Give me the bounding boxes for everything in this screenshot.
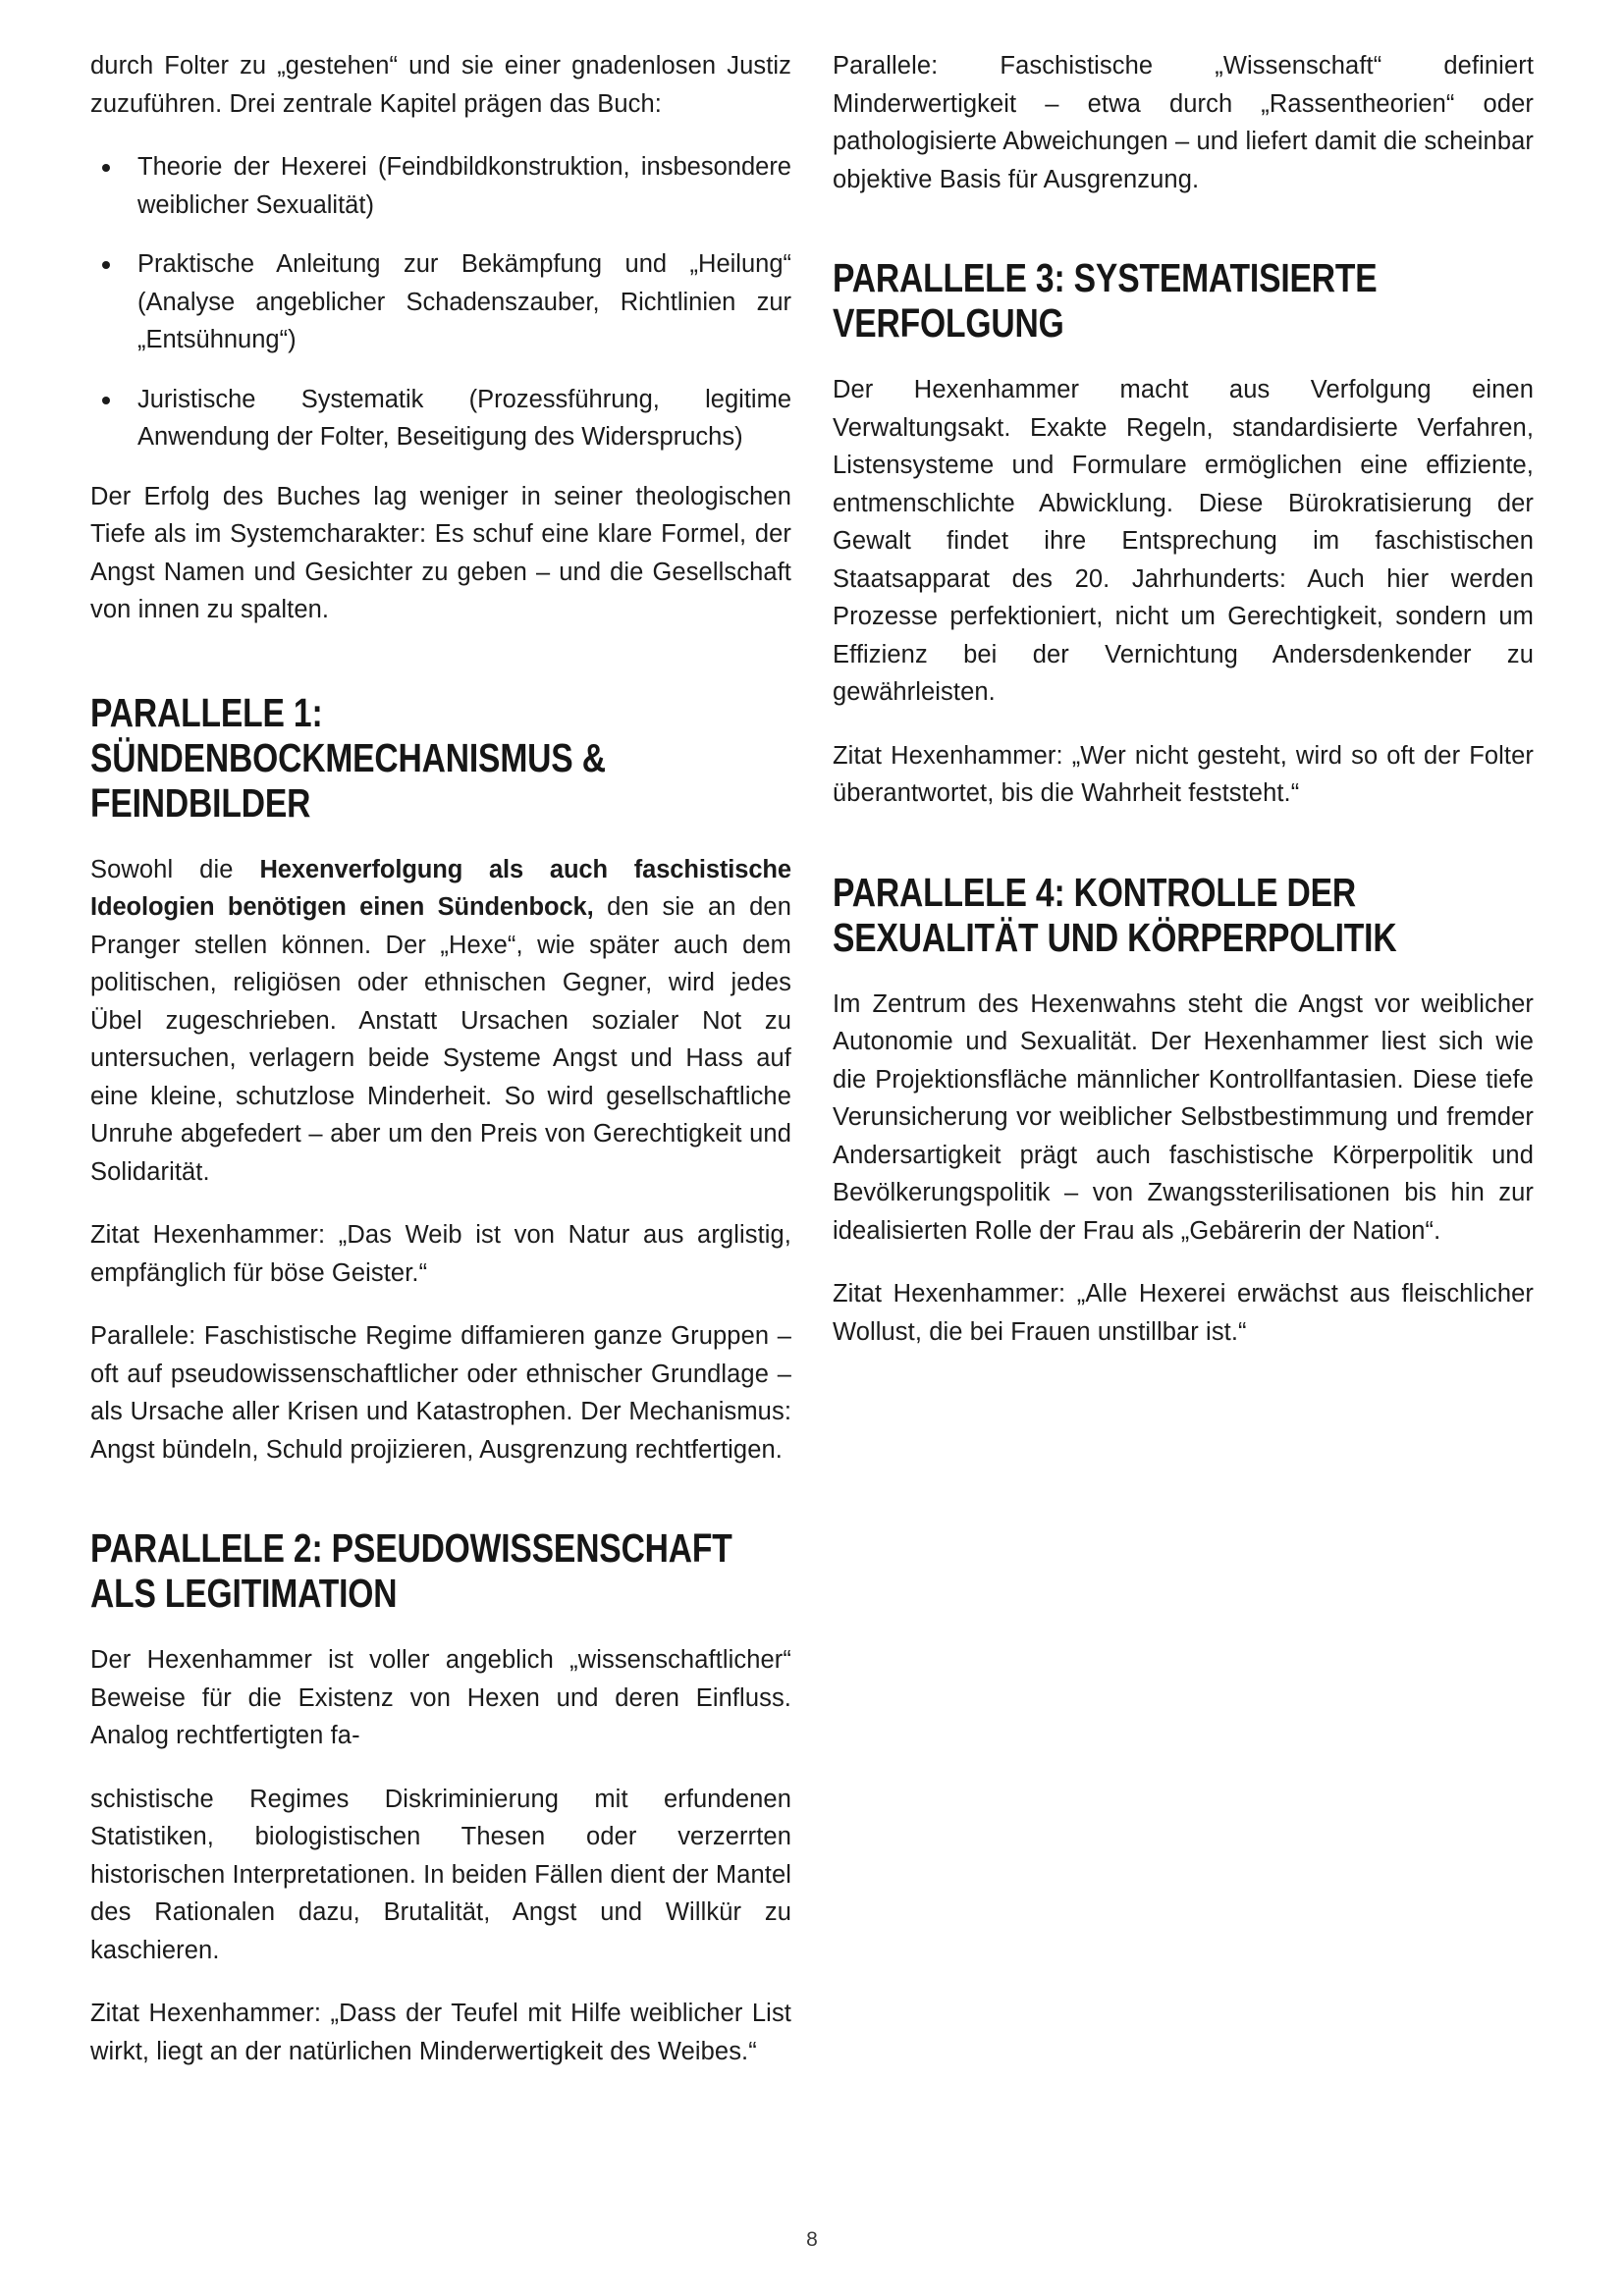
paragraph-erfolg-des-buches: Der Erfolg des Buches lag weniger in seiner theologischen Tiefe als im Systemcharakter: Es schuf eine klare Formel, der Angst Namen und Gesichter zu geben – und die Gesellschaft von innen zu spalten. (90, 482, 791, 623)
bullet-dot-icon (102, 397, 110, 404)
paragraph-parallele-explanation-2: Parallele: Faschistische „Wissenschaft“ definiert Minderwertigkeit – etwa durch „Rassentheorien“ oder pathologisierte Abweichungen – und liefert damit die scheinbar objektive Basis für Ausgrenzung. (833, 52, 1534, 193)
heading-parallele-4: PARALLELE 4: KONTROLLE DER SEXUALITÄT UND KÖRPERPOLITIK (833, 869, 1397, 960)
heading-parallele-1: PARALLELE 1: SÜNDENBOCKMECHANISMUS & FEINDBILDER (90, 689, 606, 826)
paragraph-systematisierte-verfolgung: Der Hexenhammer macht aus Verfolgung einen Verwaltungsakt. Exakte Regeln, standardisierte Verfahren, Listensysteme und Formulare ermöglichen eine effiziente, entmenschlichte Abwicklung. Diese Bürokratisierung der Gewalt findet ihre Entsprechung im faschistischen Staatsapparat des 20. Jahrhunderts: Auch hier werden Prozesse perfektioniert, nicht um Gerechtigkeit, sondern um Effizienz bei der Vernichtung Andersdenkender zu gewährleisten. (833, 376, 1534, 706)
lead-plain-rest: den sie an den Pranger stellen können. Der „Hexe“, wie später auch dem politischen, religiösen oder ethnischen Gegner, wird jedes Übel zugeschrieben. Anstatt Ursachen sozialer Not zu untersuchen, verlagern beide Systeme Angst und Hass auf eine kleine, schutzlose Minderheit. So wird gesellschaftliche Unruhe abgefedert – aber um den Preis von Gerechtigkeit und Solidarität. (90, 893, 791, 1186)
two-column-body (90, 47, 1534, 2167)
quote-hexenhammer-3: Zitat Hexenhammer: „Wer nicht gesteht, wird so oft der Folter überantwortet, bis die Wahrheit feststeht.“ (833, 741, 1534, 807)
quote-hexenhammer-2: Zitat Hexenhammer: „Dass der Teufel mit Hilfe weiblicher List wirkt, liegt an der natürlichen Minderwertigkeit des Weibes.“ (90, 2000, 791, 2065)
paragraph-suendenbock-lead (90, 851, 791, 1192)
list-item (90, 245, 791, 359)
list-item-label: Juristische Systematik (Prozessführung, legitime Anwendung der Folter, Beseitigung des Widerspruchs) (137, 385, 791, 451)
paragraph-koerperpolitik: Im Zentrum des Hexenwahns steht die Angst vor weiblicher Autonomie und Sexualität. Der Hexenhammer liest sich wie die Projektionsfläche männlicher Kontrollfantasien. Diese tiefe Verunsicherung vor weiblicher Selbstbestimmung und fremder Andersartigkeit prägt auch faschistische Körperpolitik und Bevölkerungspolitik – von Zwangssterilisationen bis hin zur idealisierten Rolle der Frau als „Gebärerin der Nation“. (833, 989, 1534, 1245)
bullet-dot-icon (102, 261, 110, 269)
list-item-label: Praktische Anleitung zur Bekämpfung und „Heilung“ (Analyse angeblicher Schadenszauber, Richtlinien zur „Entsühnung“) (137, 250, 791, 353)
list-item-label: Theorie der Hexerei (Feindbildkonstruktion, insbesondere weiblicher Sexualität) (137, 153, 791, 219)
lead-plain-start: Sowohl die (90, 855, 260, 883)
paragraph-parallele-explanation-1: Parallele: Faschistische Regime diffamieren ganze Gruppen – oft auf pseudowissenschaftlicher oder ethnischer Grundlage – als Ursache aller Krisen und Katastrophen. Der Mechanismus: Angst bündeln, Schuld projizieren, Ausgrenzung rechtfertigen. (90, 1322, 791, 1464)
list-item (90, 148, 791, 224)
quote-hexenhammer-1: Zitat Hexenhammer: „Das Weib ist von Natur aus arglistig, empfänglich für böse Geister.“ (90, 1221, 791, 1287)
list-item (90, 381, 791, 456)
paragraph-pseudowissenschaft-continued: schistische Regimes Diskriminierung mit erfundenen Statistiken, biologistischen Thesen oder verzerrten historischen Interpretationen. In beiden Fällen dient der Mantel des Rationalen dazu, Brutalität, Angst und Willkür zu kaschieren. (90, 1785, 791, 1964)
page-number: 8 (806, 2228, 818, 2251)
bullet-dot-icon (102, 164, 110, 172)
paragraph-continued-intro: durch Folter zu „gestehen“ und sie einer gnadenlosen Justiz zuzuführen. Drei zentrale Kapitel prägen das Buch: (90, 52, 791, 118)
quote-hexenhammer-4: Zitat Hexenhammer: „Alle Hexerei erwächst aus fleischlicher Wollust, die bei Frauen unstillbar ist.“ (833, 1280, 1534, 1346)
lead-bold-phrase: Hexenverfolgung als auch faschistische Ideologien benötigen einen Sündenbock, (90, 855, 791, 921)
heading-parallele-2: PARALLELE 2: PSEUDOWISSENSCHAFT ALS LEGITIMATION (90, 1525, 732, 1616)
chapter-bullet-list (90, 148, 791, 456)
heading-parallele-3: PARALLELE 3: SYSTEMATISIERTE VERFOLGUNG (833, 255, 1378, 346)
paragraph-pseudowissenschaft-start: Der Hexenhammer ist voller angeblich „wissenschaftlicher“ Beweise für die Existenz von Hexen und deren Einfluss. Analog rechtfertigten fa- (90, 1646, 791, 1749)
